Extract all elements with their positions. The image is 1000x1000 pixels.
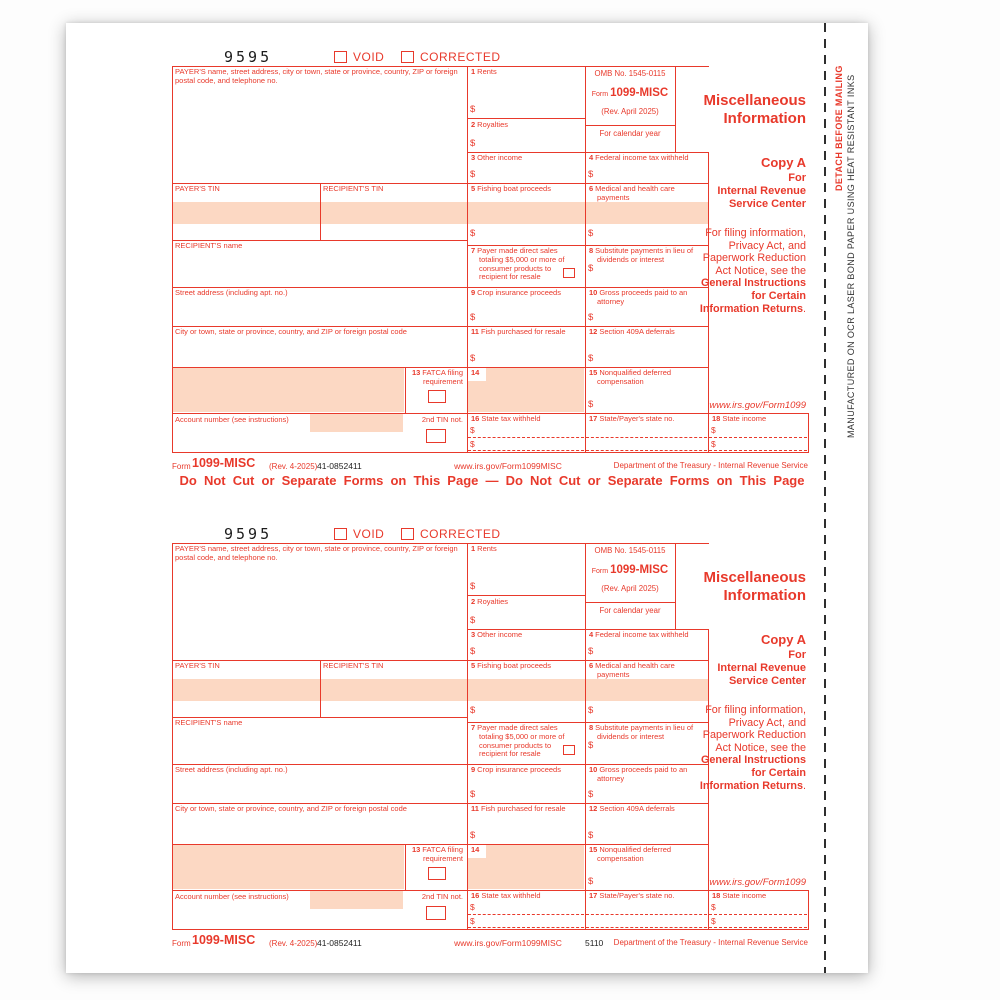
grid-line [320, 183, 321, 240]
box9-label [471, 766, 561, 775]
grid-line [172, 452, 809, 453]
box17-label [589, 892, 675, 901]
state-entry-line[interactable] [468, 439, 584, 451]
form-sheet [66, 23, 868, 973]
form-1099-misc [172, 525, 812, 971]
fatca-checkbox[interactable] [428, 867, 446, 880]
box-number: 4 [589, 630, 594, 639]
do-not-cut-notice: Do Not Cut or Separate Forms on This Page — Do Not Cut or Separate Forms on This Page [179, 473, 805, 488]
omb-number: OMB No. 1545-0115 [594, 69, 666, 78]
dollar-sign: $ [470, 830, 476, 841]
filing-note-end: . [803, 302, 806, 315]
box-text: Other income [477, 630, 523, 639]
grid-line [585, 543, 586, 929]
box18-label [712, 892, 766, 901]
state-entry-line[interactable] [586, 439, 707, 451]
box-text: Substitute payments in lieu of dividends or interest [595, 246, 694, 264]
box7-label [471, 247, 566, 282]
filing-note-end: . [803, 779, 806, 792]
box-number: 4 [589, 153, 594, 162]
dollar-sign: $ [711, 916, 716, 926]
box7-direct-sales-checkbox[interactable] [563, 268, 575, 278]
footer-part-number: 41-0852411 [317, 461, 362, 471]
dollar-sign: $ [470, 228, 476, 239]
grid-line [585, 66, 586, 452]
second-tin-label: 2nd TIN not. [421, 415, 463, 424]
box18-label [712, 415, 766, 424]
dollar-sign: $ [470, 169, 476, 180]
box-number: 18 [712, 414, 721, 423]
box-text: State/Payer's state no. [599, 891, 675, 900]
account-label: Account number (see instructions) [175, 892, 289, 901]
box4-label [589, 154, 689, 163]
corrected-label: CORRECTED [420, 527, 501, 541]
void-label: VOID [353, 527, 385, 541]
copy-destination-line: Internal Revenue [717, 661, 806, 674]
box17-label [589, 415, 675, 424]
dollar-sign: $ [588, 705, 594, 716]
dollar-sign: $ [470, 581, 476, 592]
city-label: City or town, state or province, country, and ZIP or foreign postal code [175, 327, 407, 336]
box3-label [471, 631, 522, 640]
form-title-line1: Miscellaneous [703, 92, 806, 109]
perforation-line [824, 23, 826, 973]
form-title [652, 569, 806, 605]
box-number: 2 [471, 120, 476, 129]
box-number: 12 [589, 327, 598, 336]
box-text: Fish purchased for resale [480, 327, 566, 336]
box13-label [406, 369, 463, 387]
box-number: 16 [471, 891, 480, 900]
dollar-sign: $ [470, 353, 476, 364]
form-number: 1099-MISC [610, 87, 669, 99]
dollar-sign: $ [470, 104, 476, 115]
state-entry-line[interactable] [468, 425, 584, 438]
box13-label [406, 846, 463, 864]
box-number: 12 [589, 804, 598, 813]
box-text: Medical and health care payments [595, 184, 675, 202]
dollar-sign: $ [470, 789, 476, 800]
dollar-sign: $ [470, 138, 476, 149]
form-title-line1: Miscellaneous [703, 569, 806, 586]
footer-department: Department of the Treasury - Internal Revenue Service [613, 938, 808, 947]
dollar-sign: $ [588, 740, 594, 751]
dollar-sign: $ [470, 312, 476, 323]
copy-destination-line: For [788, 649, 806, 661]
box12-label [589, 805, 675, 814]
grid-line [808, 413, 809, 452]
box8-label [589, 724, 701, 742]
box-text: State tax withheld [481, 414, 541, 423]
copy-destination-line: Internal Revenue [717, 184, 806, 197]
revision-label: (Rev. April 2025) [601, 584, 659, 593]
account-label: Account number (see instructions) [175, 415, 289, 424]
recipients-name-label: RECIPIENT'S name [175, 241, 243, 250]
box-number: 1 [471, 67, 476, 76]
box10-label [589, 766, 699, 784]
grid-line [808, 890, 809, 929]
state-entry-line[interactable] [586, 902, 707, 915]
account-entry-area[interactable] [310, 414, 403, 432]
dollar-sign: $ [588, 169, 594, 180]
box-number: 15 [589, 368, 598, 377]
box16-label [471, 892, 541, 901]
box-number: 15 [589, 845, 598, 854]
copy-destination-line: Service Center [728, 674, 806, 687]
box-text: State/Payer's state no. [599, 414, 675, 423]
filing-note-bold: General Instructions for Certain Information Returns [699, 754, 806, 792]
box-number: 7 [471, 246, 476, 255]
box-number: 14 [471, 845, 480, 854]
state-entry-line[interactable] [468, 902, 584, 915]
box11-label [471, 805, 566, 814]
irs-url-small: www.irs.gov/Form1099 [709, 400, 806, 411]
filing-note-regular: For filing information, Privacy Act, and Paperwork Reduction Act Notice, see the [702, 704, 806, 754]
box-text: FATCA filing requirement [422, 368, 463, 386]
box-number: 10 [589, 288, 598, 297]
box8-label [589, 247, 701, 265]
ocr-scan-code: 9595 [224, 48, 273, 66]
box13-left-entry-area[interactable] [173, 368, 404, 412]
box7-label [471, 724, 566, 759]
copy-destination-line: Service Center [728, 197, 806, 210]
dollar-sign: $ [470, 615, 476, 626]
box7-direct-sales-checkbox[interactable] [563, 745, 575, 755]
corrected-checkbox[interactable] [401, 51, 414, 63]
box14-label [471, 846, 481, 855]
dollar-sign: $ [711, 439, 716, 449]
box-text: Payer made direct sales totaling $5,000 or more of consumer products to recipient for resale [477, 723, 565, 759]
box-text: Crop insurance proceeds [477, 288, 561, 297]
manufactured-note: MANUFACTURED ON OCR LASER BOND PAPER USING HEAT RESISTANT INKS [846, 74, 856, 438]
payer-block-label: PAYER'S name, street address, city or town, state or province, country, ZIP or foreign postal code, and telephone no. [175, 67, 458, 85]
box-text: Gross proceeds paid to an attorney [597, 288, 688, 306]
state-entry-line[interactable] [709, 902, 807, 915]
void-label: VOID [353, 50, 385, 64]
footer-irs-url: www.irs.gov/Form1099MISC [454, 461, 562, 471]
box11-label [471, 328, 566, 337]
box-number: 14 [471, 368, 480, 377]
dollar-sign: $ [470, 705, 476, 716]
box-text: Federal income tax withheld [595, 630, 689, 639]
form-title-line2: Information [723, 587, 806, 604]
grid-line [172, 543, 173, 929]
box-text: Section 409A deferrals [599, 327, 675, 336]
box-text: Medical and health care payments [595, 661, 675, 679]
dollar-sign: $ [588, 399, 594, 410]
dollar-sign: $ [588, 646, 594, 657]
box14-label [471, 369, 481, 378]
footer-form-number: 1099-MISC [192, 456, 256, 470]
footer-form-number: 1099-MISC [192, 933, 256, 947]
form-title [652, 92, 806, 128]
box-text: State income [722, 414, 767, 423]
void-checkbox[interactable] [334, 51, 347, 63]
box1-label [471, 545, 497, 554]
footer-sheet-code: 5110 [585, 938, 604, 948]
box-text: Payer made direct sales totaling $5,000 or more of consumer products to recipient for resale [477, 246, 565, 282]
box-text: Fish purchased for resale [480, 804, 566, 813]
street-label: Street address (including apt. no.) [175, 765, 288, 774]
corrected-label: CORRECTED [420, 50, 501, 64]
box-text: Nonqualified deferred compensation [597, 368, 672, 386]
copy-destination-line: For [788, 172, 806, 184]
dollar-sign: $ [470, 902, 475, 912]
box-number: 16 [471, 414, 480, 423]
payers-tin-label: PAYER'S TIN [175, 661, 220, 670]
form-word: Form [591, 568, 609, 575]
box13-left-entry-area[interactable] [173, 845, 404, 889]
box-number: 2 [471, 597, 476, 606]
box15-label [589, 369, 699, 387]
copy-destination [678, 649, 806, 687]
box-text: State tax withheld [481, 891, 541, 900]
box15-label [589, 846, 699, 864]
box-text: Other income [477, 153, 523, 162]
box-text: Section 409A deferrals [599, 804, 675, 813]
calendar-year-label: For calendar year [599, 129, 661, 138]
state-entry-line[interactable] [709, 425, 807, 438]
street-label: Street address (including apt. no.) [175, 288, 288, 297]
dollar-sign: $ [588, 353, 594, 364]
dollar-sign: $ [588, 312, 594, 323]
payers-tin-label: PAYER'S TIN [175, 184, 220, 193]
state-entry-line[interactable] [709, 439, 807, 451]
box-number: 13 [411, 368, 421, 377]
dollar-sign: $ [588, 263, 594, 274]
filing-information-note [698, 227, 806, 315]
box-number: 6 [589, 661, 594, 670]
footer-form-word: Form [172, 462, 191, 471]
box-text: Nonqualified deferred compensation [597, 845, 672, 863]
box5-label [471, 662, 551, 671]
dollar-sign: $ [470, 916, 475, 926]
box-number: 1 [471, 544, 476, 553]
box-text: FATCA filing requirement [422, 845, 463, 863]
ocr-scan-code: 9595 [224, 525, 273, 543]
box-number: 10 [589, 765, 598, 774]
box-number: 18 [712, 891, 721, 900]
grid-line [320, 660, 321, 717]
box-text: Federal income tax withheld [595, 153, 689, 162]
grid-line [172, 929, 809, 930]
omb-number: OMB No. 1545-0115 [594, 546, 666, 555]
box-number: 5 [471, 184, 476, 193]
box-text: Gross proceeds paid to an attorney [597, 765, 688, 783]
dollar-sign: $ [588, 789, 594, 800]
box-number: 9 [471, 288, 476, 297]
copy-destination [678, 172, 806, 210]
box-number: 7 [471, 723, 476, 732]
fatca-checkbox[interactable] [428, 390, 446, 403]
box-number: 5 [471, 661, 476, 670]
grid-line [172, 66, 173, 452]
box3-label [471, 154, 522, 163]
city-label: City or town, state or province, country, and ZIP or foreign postal code [175, 804, 407, 813]
box2-label [471, 598, 508, 607]
payer-block-label: PAYER'S name, street address, city or town, state or province, country, ZIP or foreign postal code, and telephone no. [175, 544, 458, 562]
box10-label [589, 289, 699, 307]
form-title-line2: Information [723, 110, 806, 127]
box-number: 9 [471, 765, 476, 774]
recipients-name-label: RECIPIENT'S name [175, 718, 243, 727]
box-number: 17 [589, 891, 598, 900]
box-number: 17 [589, 414, 598, 423]
box-number: 11 [471, 804, 479, 813]
box-text: Crop insurance proceeds [477, 765, 561, 774]
calendar-year-label: For calendar year [599, 606, 661, 615]
box1-label [471, 68, 497, 77]
box-text: Royalties [477, 120, 509, 129]
form-1099-misc [172, 48, 812, 494]
second-tin-label: 2nd TIN not. [421, 892, 463, 901]
box5-label [471, 185, 551, 194]
footer-part-number: 41-0852411 [317, 938, 362, 948]
state-entry-line[interactable] [709, 916, 807, 928]
footer-revision: (Rev. 4-2025) [269, 939, 318, 948]
state-entry-line[interactable] [468, 916, 584, 928]
box-number: 13 [411, 845, 421, 854]
box-text: Rents [477, 67, 497, 76]
dollar-sign: $ [588, 876, 594, 887]
footer-revision: (Rev. 4-2025) [269, 462, 318, 471]
dollar-sign: $ [711, 902, 716, 912]
tin-entry-area[interactable] [173, 679, 708, 701]
box-text: State income [722, 891, 767, 900]
copy-a-label: Copy A [760, 155, 806, 170]
box-text: Fishing boat proceeds [477, 661, 551, 670]
account-entry-area[interactable] [310, 891, 403, 909]
footer-department: Department of the Treasury - Internal Revenue Service [613, 461, 808, 470]
dollar-sign: $ [711, 425, 716, 435]
second-tin-checkbox[interactable] [426, 429, 446, 443]
footer-form-word: Form [172, 939, 191, 948]
form-number: 1099-MISC [610, 564, 669, 576]
box-number: 6 [589, 184, 594, 193]
recipients-tin-label: RECIPIENT'S TIN [323, 184, 384, 193]
box-number: 3 [471, 153, 476, 162]
box-number: 8 [589, 723, 594, 732]
box12-label [589, 328, 675, 337]
dollar-sign: $ [470, 646, 476, 657]
irs-url-small: www.irs.gov/Form1099 [709, 877, 806, 888]
box-text: Substitute payments in lieu of dividends or interest [595, 723, 694, 741]
box9-label [471, 289, 561, 298]
filing-information-note [698, 704, 806, 792]
box-number: 8 [589, 246, 594, 255]
filing-note-bold: General Instructions for Certain Information Returns [699, 277, 806, 315]
second-tin-checkbox[interactable] [426, 906, 446, 920]
dollar-sign: $ [470, 439, 475, 449]
detach-before-mailing-note: DETACH BEFORE MAILING [834, 65, 844, 191]
grid-line [467, 118, 585, 119]
tin-entry-area[interactable] [173, 202, 708, 224]
dollar-sign: $ [588, 830, 594, 841]
grid-line [467, 543, 468, 929]
box-number: 3 [471, 630, 476, 639]
box-number: 11 [471, 327, 479, 336]
dollar-sign: $ [588, 228, 594, 239]
grid-line [467, 595, 585, 596]
void-checkbox[interactable] [334, 528, 347, 540]
box-text: Royalties [477, 597, 509, 606]
copy-a-label: Copy A [760, 632, 806, 647]
box-text: Fishing boat proceeds [477, 184, 551, 193]
box-text: Rents [477, 544, 497, 553]
state-entry-line[interactable] [586, 916, 707, 928]
box16-label [471, 415, 541, 424]
footer-irs-url: www.irs.gov/Form1099MISC [454, 938, 562, 948]
corrected-checkbox[interactable] [401, 528, 414, 540]
grid-line [467, 66, 468, 452]
box2-label [471, 121, 508, 130]
revision-label: (Rev. April 2025) [601, 107, 659, 116]
filing-note-regular: For filing information, Privacy Act, and Paperwork Reduction Act Notice, see the [702, 227, 806, 277]
dollar-sign: $ [470, 425, 475, 435]
form-word: Form [591, 91, 609, 98]
box4-label [589, 631, 689, 640]
recipients-tin-label: RECIPIENT'S TIN [323, 661, 384, 670]
state-entry-line[interactable] [586, 425, 707, 438]
